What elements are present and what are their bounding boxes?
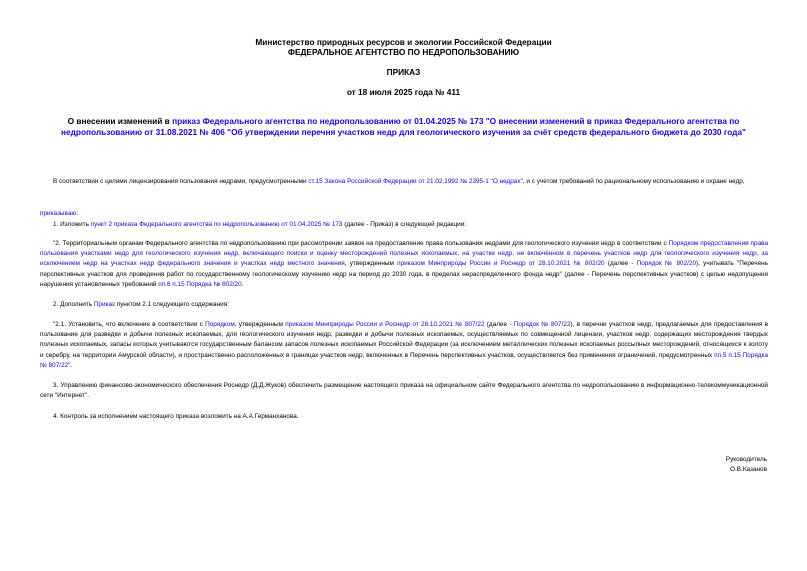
order-word-link[interactable]: приказываю [40, 210, 77, 217]
clause-4: 4. Контроль за исполнением настоящего приказа возложить на А.А.Германханова. [53, 413, 299, 420]
clause-2-text-end: пунктом 2.1 следующего содержания: [114, 301, 229, 308]
clause-2-text: 2. Дополнить [53, 301, 94, 308]
procedure-802-20-clause-link[interactable]: пп.6 п.15 Порядка № 802/20 [158, 280, 242, 288]
signature-name: О.В.Казанов [730, 466, 767, 473]
clause-3: 3. Управлению финансово-экономического обеспечения Роснедр (Д.Д.Жуков) обеспечить размещение настоящего приказа на официальном сайте Федерального агентства по недропользованию в информационно-телекоммуникационной сети "Интернет". [40, 382, 768, 400]
quote-text: (далее - [604, 260, 637, 268]
ministry-name: Министерство природных ресурсов и экологии Российской Федерации [255, 37, 552, 47]
order-link[interactable]: Приказ [93, 301, 115, 308]
preamble-text-end: , и с учетом требований по рациональному использованию и охране недр, [522, 178, 745, 185]
title-prefix: О внесении изменений в [67, 116, 173, 126]
agency-name: ФЕДЕРАЛЬНОЕ АГЕНТСТВО ПО НЕДРОПОЛЬЗОВАНИЮ [287, 47, 520, 57]
document-type: ПРИКАЗ [386, 67, 421, 77]
clause-2 [40, 300, 768, 310]
title-amended-order-link[interactable]: приказ Федерального агентства по недропользованию от 01.04.2025 № 173 "О внесении изменений в приказ Федерального агентства по недропользованию от 31.08.2021 № 406 "Об утверждении перечня участков недр для геологического изучения за счёт средств федерального бюджета до 2030 года" [61, 116, 746, 137]
quote-text: , утвержденным [234, 321, 286, 328]
order-807-22-link[interactable]: приказом Минприроды России и Роснедр от 28.10.2021 № 807/22 [285, 321, 485, 328]
clause-2-quote [40, 320, 768, 371]
procedure-802-20-link[interactable]: Порядок № 802/20 [636, 260, 697, 268]
quote-text: "2. Территориальным органам Федерального агентства по недропользованию при рассмотрении заявок на предоставление права пользования недрами для геологического изучения недр в соответствии с [53, 240, 669, 247]
quote-text: ), в перечни участков недр, предлагаемых для предоставления в пользование для разведки и добычи полезных ископаемых, для геологического изучения недр, разведки и добычи полезных ископаемых, осуществляемых по совмещенной лицензии, участков недр, содержащих месторождения твердых полезных ископаемых, запасы которых учитываются государственным балансом запасов полезных ископаемых Российской Федерации (за исключением металлических полезных ископаемых россыпных месторождений, относящихся к золоту и серебру, на территории Амурской области), и пространственно расположенных в границах участков недр, включенных в Перечень перспективных участков, осуществляется без применения ограничений, предусмотренных [40, 321, 768, 359]
order-802-20-link[interactable]: приказом Минприроды России и Роснедр от 28.10.2021 № 802/20 [397, 260, 605, 268]
procedure-807-22-link[interactable]: Порядок № 807/22 [513, 321, 571, 328]
document-date-number: от 18 июля 2025 года № 411 [346, 87, 461, 97]
quote-text: . [241, 280, 244, 288]
clause-1 [40, 220, 768, 230]
order-word-colon: : [76, 210, 78, 217]
clause-1-text-end: (далее - Приказ) в следующей редакции: [342, 221, 467, 228]
signature-position: Руководитель [725, 456, 767, 463]
clause-1-text: 1. Изложить [53, 221, 91, 228]
order-173-clause-2-link[interactable]: пункт 2 приказа Федерального агентства по недропользованию от 01.04.2025 № 173 [90, 221, 343, 228]
preamble-text: В соответствии с целями лицензирования пользования недрами, предусмотренными [53, 178, 309, 185]
law-on-subsoil-link[interactable]: ст.15 Закона Российской Федерации от 21.02.1992 № 2395-1 "О недрах" [308, 178, 523, 185]
procedure-807-22-clause-link[interactable]: пп.5 п.15 Порядка № 807/22 [40, 351, 768, 369]
quote-text: ), учитывать "Перечень перспективных участков для проведения работ по государственному геологическому изучению недр на период до 2030 года, в пределах нераспределенного фонда недр" (далее - Перечень перспективных участков) с целью недопущения нарушения установленных требований [40, 260, 769, 288]
quote-text: ". [68, 361, 73, 369]
clause-1-quote [40, 239, 768, 290]
quote-text: , утвержденным [344, 260, 398, 268]
document-title [40, 116, 767, 138]
quote-text: "2.1. Установить, что включение в соответствии с [53, 321, 206, 328]
procedure-807-link[interactable]: Порядком [205, 321, 235, 328]
preamble [40, 177, 768, 187]
order-word [40, 209, 768, 219]
procedure-link[interactable]: Порядком предоставления права пользования участками недр для геологического изучения недр, включающего поиски и оценку месторождений полезных ископаемых, на участке недр, не включённом в перечень участков недр для геологического изучения недр, за исключением недр на участках недр федерального значения и участках недр местного значения [40, 240, 768, 268]
quote-text: (далее - [484, 321, 514, 328]
